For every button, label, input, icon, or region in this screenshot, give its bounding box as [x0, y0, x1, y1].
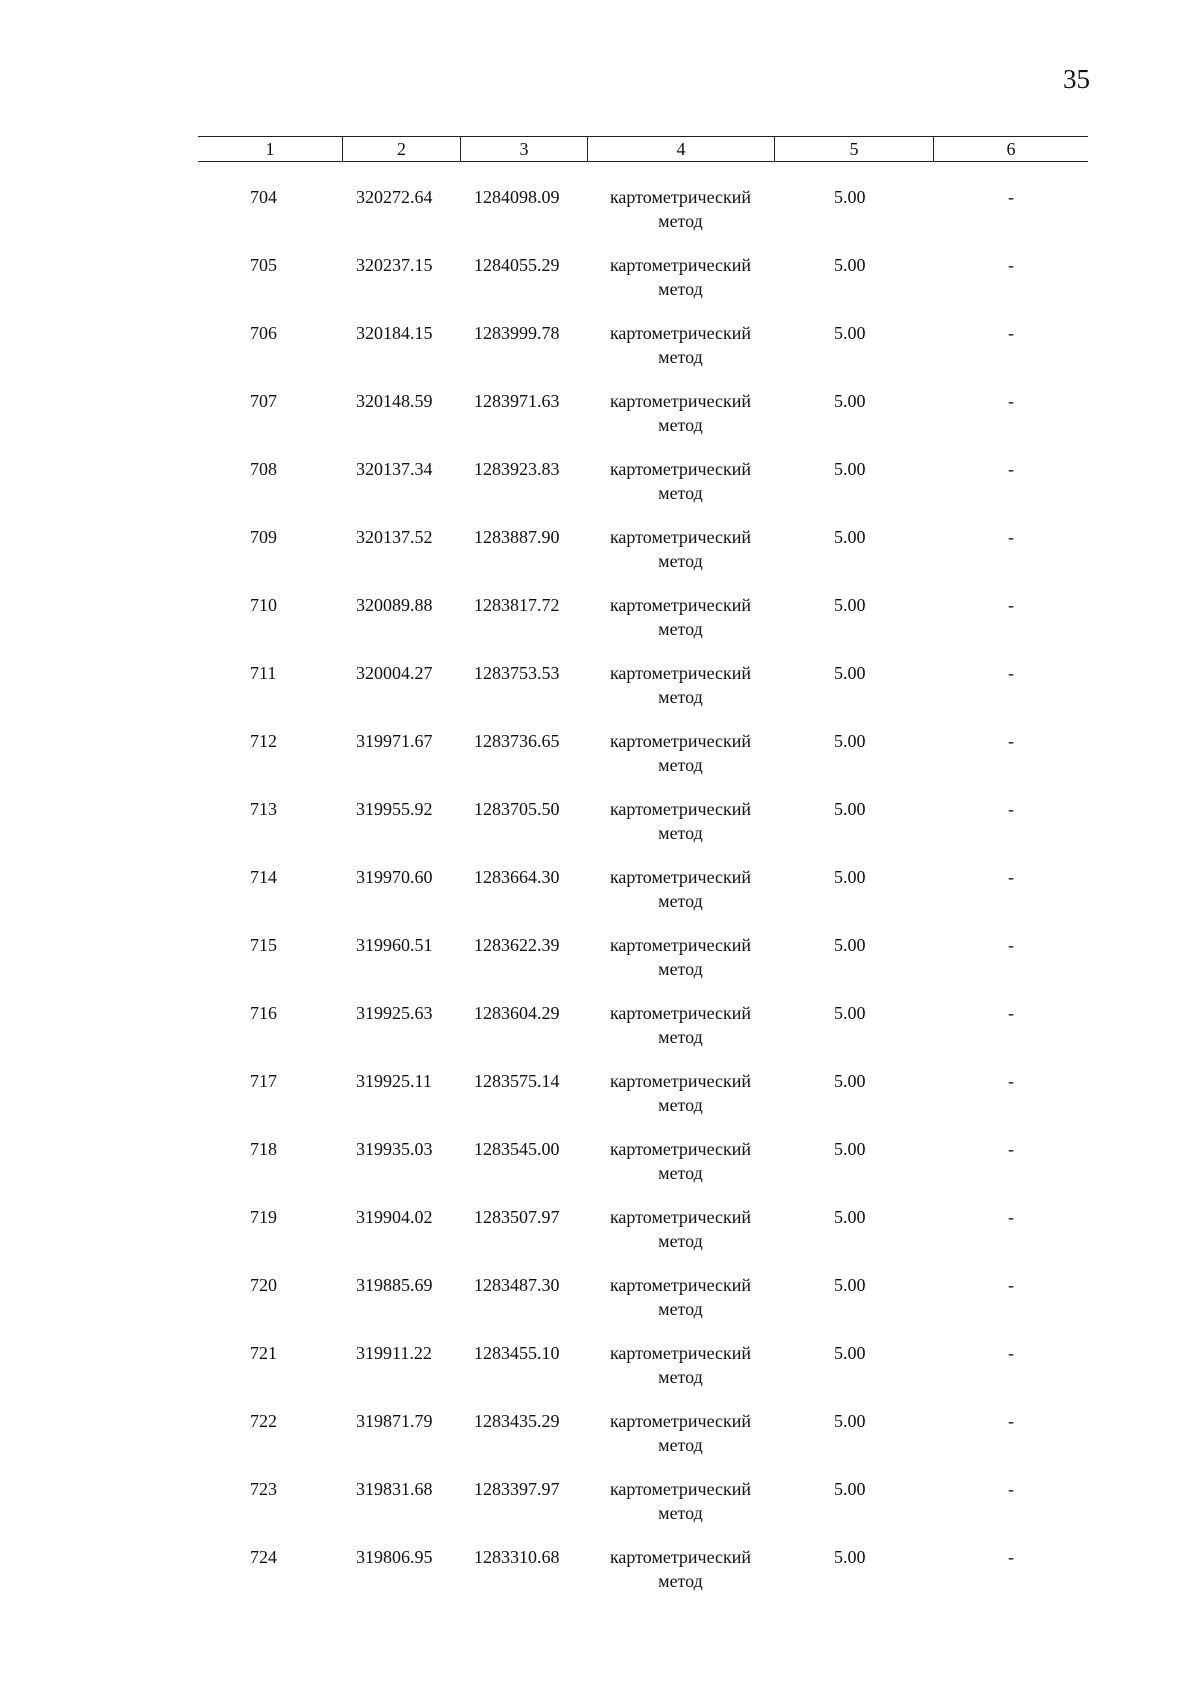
coord-y: 1283310.68	[474, 1547, 560, 1567]
point-id: 715	[250, 935, 277, 955]
accuracy: 5.00	[834, 663, 866, 683]
accuracy: 5.00	[834, 1071, 866, 1091]
accuracy: 5.00	[834, 731, 866, 751]
accuracy: 5.00	[834, 1275, 866, 1295]
method	[587, 1069, 774, 1117]
accuracy: 5.00	[834, 1207, 866, 1227]
coord-x: 319871.79	[356, 1411, 433, 1431]
note: -	[1008, 1343, 1014, 1363]
coord-x: 319960.51	[356, 935, 433, 955]
note: -	[1008, 595, 1014, 615]
coord-y: 1283622.39	[474, 935, 560, 955]
header-col-6: 6	[933, 137, 1088, 161]
point-id: 706	[250, 323, 277, 343]
method-line-1: картометрический	[609, 459, 752, 479]
point-id: 710	[250, 595, 277, 615]
point-id: 719	[250, 1207, 277, 1227]
method	[587, 865, 774, 913]
table-header	[198, 136, 1088, 162]
coord-x: 319971.67	[356, 731, 433, 751]
note: -	[1008, 1411, 1014, 1431]
table-row	[198, 1545, 1088, 1613]
method-line-2: метод	[658, 1571, 703, 1591]
method-line-1: картометрический	[609, 323, 752, 343]
coord-x: 319925.63	[356, 1003, 433, 1023]
accuracy: 5.00	[834, 323, 866, 343]
coord-x: 319935.03	[356, 1139, 433, 1159]
coord-y: 1283971.63	[474, 391, 560, 411]
accuracy: 5.00	[834, 255, 866, 275]
table-row	[198, 457, 1088, 525]
table-row	[198, 1001, 1088, 1069]
method	[587, 1409, 774, 1457]
accuracy: 5.00	[834, 1343, 866, 1363]
point-id: 718	[250, 1139, 277, 1159]
coord-y: 1283455.10	[474, 1343, 560, 1363]
method-line-2: метод	[658, 1163, 703, 1183]
coord-y: 1283575.14	[474, 1071, 560, 1091]
coord-y: 1283736.65	[474, 731, 560, 751]
point-id: 713	[250, 799, 277, 819]
accuracy: 5.00	[834, 1003, 866, 1023]
table-row	[198, 1273, 1088, 1341]
method	[587, 933, 774, 981]
method	[587, 1477, 774, 1525]
coord-x: 319925.11	[356, 1071, 432, 1091]
method	[587, 661, 774, 709]
method-line-2: метод	[658, 1367, 703, 1387]
method-line-1: картометрический	[609, 1479, 752, 1499]
method	[587, 525, 774, 573]
method-line-1: картометрический	[609, 1343, 752, 1363]
note: -	[1008, 867, 1014, 887]
method-line-2: метод	[658, 1299, 703, 1319]
table-row	[198, 321, 1088, 389]
coord-y: 1283487.30	[474, 1275, 560, 1295]
note: -	[1008, 663, 1014, 683]
coord-x: 319885.69	[356, 1275, 433, 1295]
note: -	[1008, 1139, 1014, 1159]
method	[587, 1137, 774, 1185]
coord-x: 320137.52	[356, 527, 433, 547]
method	[587, 1545, 774, 1593]
coord-x: 319806.95	[356, 1547, 433, 1567]
coord-y: 1283664.30	[474, 867, 560, 887]
note: -	[1008, 731, 1014, 751]
point-id: 709	[250, 527, 277, 547]
method-line-2: метод	[658, 1231, 703, 1251]
point-id: 722	[250, 1411, 277, 1431]
method-line-2: метод	[658, 279, 703, 299]
accuracy: 5.00	[834, 391, 866, 411]
point-id: 712	[250, 731, 277, 751]
coord-y: 1283507.97	[474, 1207, 560, 1227]
note: -	[1008, 391, 1014, 411]
method	[587, 321, 774, 369]
method-line-1: картометрический	[609, 1411, 752, 1431]
point-id: 711	[250, 663, 277, 683]
method-line-2: метод	[658, 619, 703, 639]
accuracy: 5.00	[834, 187, 866, 207]
note: -	[1008, 1207, 1014, 1227]
method-line-1: картометрический	[609, 527, 752, 547]
coord-y: 1283397.97	[474, 1479, 560, 1499]
coord-x: 320272.64	[356, 187, 433, 207]
point-id: 707	[250, 391, 277, 411]
coord-y: 1283753.53	[474, 663, 560, 683]
table-row	[198, 253, 1088, 321]
coord-y: 1283923.83	[474, 459, 560, 479]
method	[587, 1273, 774, 1321]
method-line-1: картометрический	[609, 187, 752, 207]
note: -	[1008, 459, 1014, 479]
point-id: 704	[250, 187, 277, 207]
coord-x: 320089.88	[356, 595, 433, 615]
method	[587, 1205, 774, 1253]
table-row	[198, 185, 1088, 253]
coord-y: 1283545.00	[474, 1139, 560, 1159]
method	[587, 457, 774, 505]
note: -	[1008, 935, 1014, 955]
method-line-2: метод	[658, 551, 703, 571]
method-line-1: картометрический	[609, 1275, 752, 1295]
method-line-1: картометрический	[609, 935, 752, 955]
table-row	[198, 1137, 1088, 1205]
method	[587, 185, 774, 233]
coord-x: 319831.68	[356, 1479, 433, 1499]
note: -	[1008, 187, 1014, 207]
coord-y: 1284055.29	[474, 255, 560, 275]
point-id: 714	[250, 867, 277, 887]
method-line-1: картометрический	[609, 1547, 752, 1567]
note: -	[1008, 527, 1014, 547]
method-line-2: метод	[658, 823, 703, 843]
table-row	[198, 661, 1088, 729]
header-col-1: 1	[265, 139, 275, 159]
method	[587, 1341, 774, 1389]
method-line-2: метод	[658, 1503, 703, 1523]
note: -	[1008, 255, 1014, 275]
table-row	[198, 865, 1088, 933]
header-col-5: 5	[774, 137, 933, 161]
coord-x: 320148.59	[356, 391, 433, 411]
coord-x: 320137.34	[356, 459, 433, 479]
table-body	[198, 185, 1088, 1613]
note: -	[1008, 1547, 1014, 1567]
coord-y: 1283817.72	[474, 595, 560, 615]
accuracy: 5.00	[834, 527, 866, 547]
method-line-2: метод	[658, 959, 703, 979]
method-line-2: метод	[658, 211, 703, 231]
accuracy: 5.00	[834, 867, 866, 887]
coord-y: 1283435.29	[474, 1411, 560, 1431]
point-id: 705	[250, 255, 277, 275]
point-id: 723	[250, 1479, 277, 1499]
coord-x: 320237.15	[356, 255, 433, 275]
method-line-1: картометрический	[609, 391, 752, 411]
note: -	[1008, 1003, 1014, 1023]
method-line-1: картометрический	[609, 663, 752, 683]
accuracy: 5.00	[834, 1479, 866, 1499]
method-line-1: картометрический	[609, 255, 752, 275]
coord-y: 1283604.29	[474, 1003, 560, 1023]
point-id: 721	[250, 1343, 277, 1363]
coord-y: 1283705.50	[474, 799, 560, 819]
coord-x: 319911.22	[356, 1343, 432, 1363]
accuracy: 5.00	[834, 595, 866, 615]
page-number: 35	[1063, 64, 1090, 94]
point-id: 716	[250, 1003, 277, 1023]
note: -	[1008, 1071, 1014, 1091]
table-row	[198, 1069, 1088, 1137]
table-row	[198, 1477, 1088, 1545]
header-col-4: 4	[587, 137, 774, 161]
coord-x: 319904.02	[356, 1207, 433, 1227]
method	[587, 729, 774, 777]
accuracy: 5.00	[834, 799, 866, 819]
method-line-2: метод	[658, 1435, 703, 1455]
table-row	[198, 389, 1088, 457]
method-line-1: картометрический	[609, 867, 752, 887]
method	[587, 253, 774, 301]
table-row	[198, 525, 1088, 593]
method-line-2: метод	[658, 1027, 703, 1047]
coord-y: 1283999.78	[474, 323, 560, 343]
method-line-2: метод	[658, 483, 703, 503]
method-line-2: метод	[658, 1095, 703, 1115]
method	[587, 593, 774, 641]
point-id: 708	[250, 459, 277, 479]
accuracy: 5.00	[834, 459, 866, 479]
method-line-1: картометрический	[609, 1207, 752, 1227]
coord-y: 1284098.09	[474, 187, 560, 207]
method-line-1: картометрический	[609, 1071, 752, 1091]
table-row	[198, 593, 1088, 661]
accuracy: 5.00	[834, 1139, 866, 1159]
method-line-2: метод	[658, 755, 703, 775]
method-line-1: картометрический	[609, 595, 752, 615]
coord-x: 319955.92	[356, 799, 433, 819]
table-row	[198, 729, 1088, 797]
note: -	[1008, 1479, 1014, 1499]
method-line-2: метод	[658, 891, 703, 911]
accuracy: 5.00	[834, 1411, 866, 1431]
point-id: 724	[250, 1547, 277, 1567]
note: -	[1008, 799, 1014, 819]
point-id: 720	[250, 1275, 277, 1295]
table-row	[198, 797, 1088, 865]
coord-y: 1283887.90	[474, 527, 560, 547]
table-row	[198, 1205, 1088, 1273]
coord-x: 320004.27	[356, 663, 433, 683]
method	[587, 1001, 774, 1049]
method-line-1: картометрический	[609, 731, 752, 751]
note: -	[1008, 1275, 1014, 1295]
method	[587, 389, 774, 437]
method-line-1: картометрический	[609, 1139, 752, 1159]
method-line-1: картометрический	[609, 1003, 752, 1023]
header-col-2: 2	[342, 137, 460, 161]
coord-x: 320184.15	[356, 323, 433, 343]
table-row	[198, 1341, 1088, 1409]
header-col-3: 3	[460, 137, 587, 161]
method	[587, 797, 774, 845]
coord-x: 319970.60	[356, 867, 433, 887]
table-row	[198, 933, 1088, 1001]
method-line-2: метод	[658, 415, 703, 435]
note: -	[1008, 323, 1014, 343]
table-row	[198, 1409, 1088, 1477]
method-line-2: метод	[658, 687, 703, 707]
point-id: 717	[250, 1071, 277, 1091]
method-line-1: картометрический	[609, 799, 752, 819]
accuracy: 5.00	[834, 1547, 866, 1567]
accuracy: 5.00	[834, 935, 866, 955]
method-line-2: метод	[658, 347, 703, 367]
